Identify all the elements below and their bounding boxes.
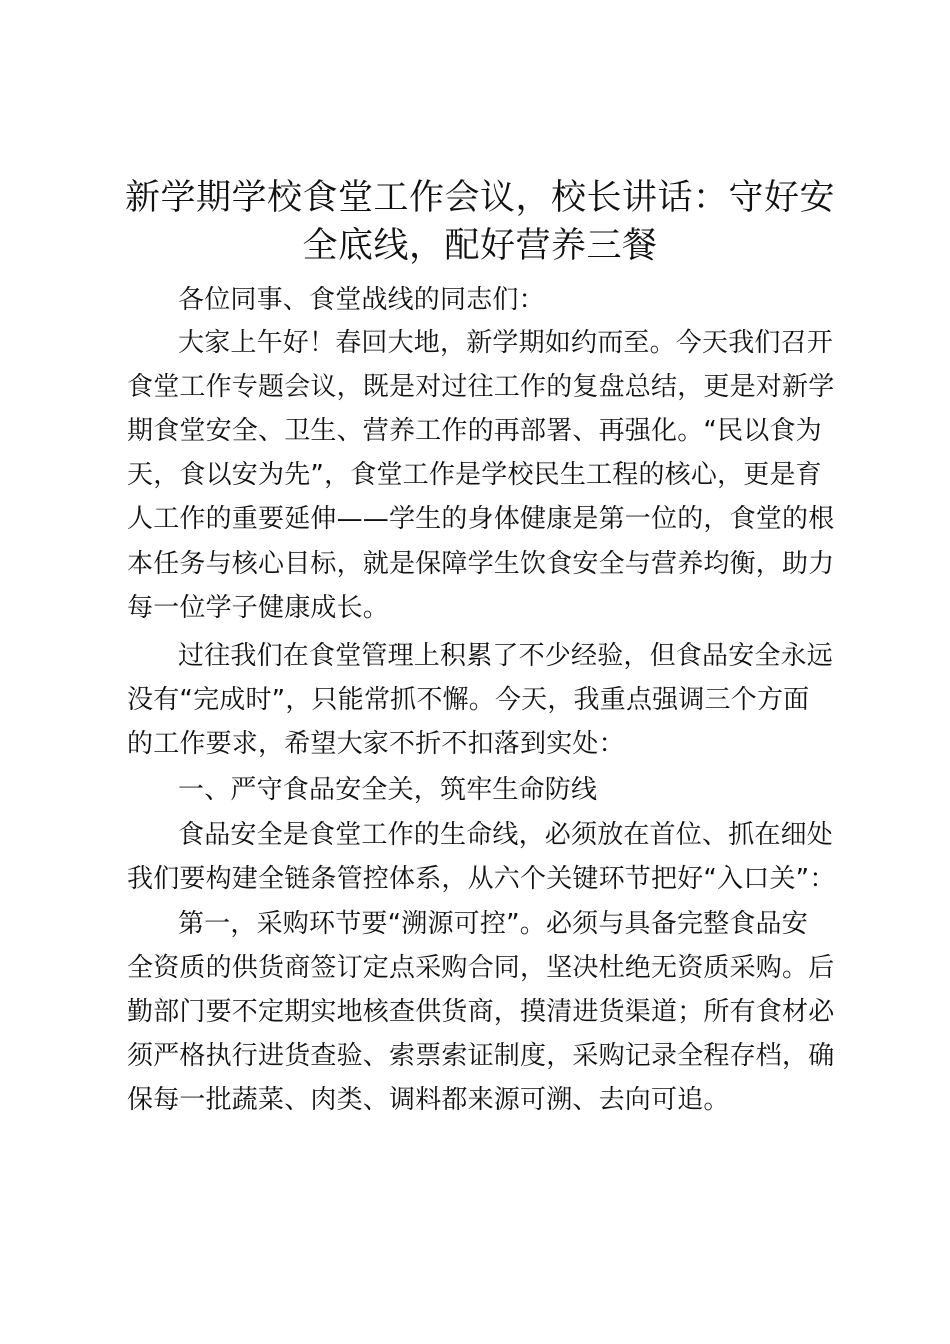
salutation: 各位同事、食堂战线的同志们： [178, 285, 545, 315]
paragraph-line: 本任务与核心目标，就是保障学生饮食安全与营养均衡，助力 [127, 549, 835, 579]
paragraph-line: 的工作要求，希望大家不折不扣落到实处： [127, 729, 625, 759]
paragraph-line: 天，食以安为先”，食堂工作是学校民生工程的核心，更是育 [127, 460, 822, 490]
paragraph-line: 过往我们在食堂管理上积累了不少经验，但食品安全永远 [178, 641, 834, 671]
paragraph-line: 保每一批蔬菜、肉类、调料都来源可溯、去向可追。 [127, 1085, 730, 1115]
paragraph-line: 没有“完成时”，只能常抓不懈。今天，我重点强调三个方面 [127, 685, 810, 715]
paragraph-line: 每一位学子健康成长。 [127, 593, 390, 623]
paragraph-line: 食品安全是食堂工作的生命线，必须放在首位、抓在细处 [178, 820, 834, 850]
paragraph-line: 我们要构建全链条管控体系，从六个关键环节把好“入口关”： [127, 864, 836, 894]
paragraph-line: 期食堂安全、卫生、营养工作的再部署、再强化。“民以食为 [127, 416, 822, 446]
paragraph-line: 勤部门要不定期实地核查供货商，摸清进货渠道；所有食材必 [127, 997, 835, 1027]
paragraph-line: 须严格执行进货查验、索票索证制度，采购记录全程存档，确 [127, 1041, 835, 1071]
paragraph-line: 人工作的重要延伸——学生的身体健康是第一位的，食堂的根 [127, 504, 835, 534]
paragraph-line: 食堂工作专题会议，既是对过往工作的复盘总结，更是对新学 [127, 372, 835, 402]
document-title-line-1: 新学期学校食堂工作会议，校长讲话：守好安 [124, 178, 835, 218]
paragraph-line: 第一，采购环节要“溯源可控”。必须与具备完整食品安 [178, 909, 808, 939]
paragraph-line: 全资质的供货商签订定点采购合同，坚决杜绝无资质采购。后 [127, 953, 835, 983]
section-heading: 一、严守食品安全关，筑牢生命防线 [178, 775, 598, 805]
document-title-line-2: 全底线，配好营养三餐 [302, 226, 658, 266]
paragraph-line: 大家上午好！春回大地，新学期如约而至。今天我们召开 [178, 328, 834, 358]
